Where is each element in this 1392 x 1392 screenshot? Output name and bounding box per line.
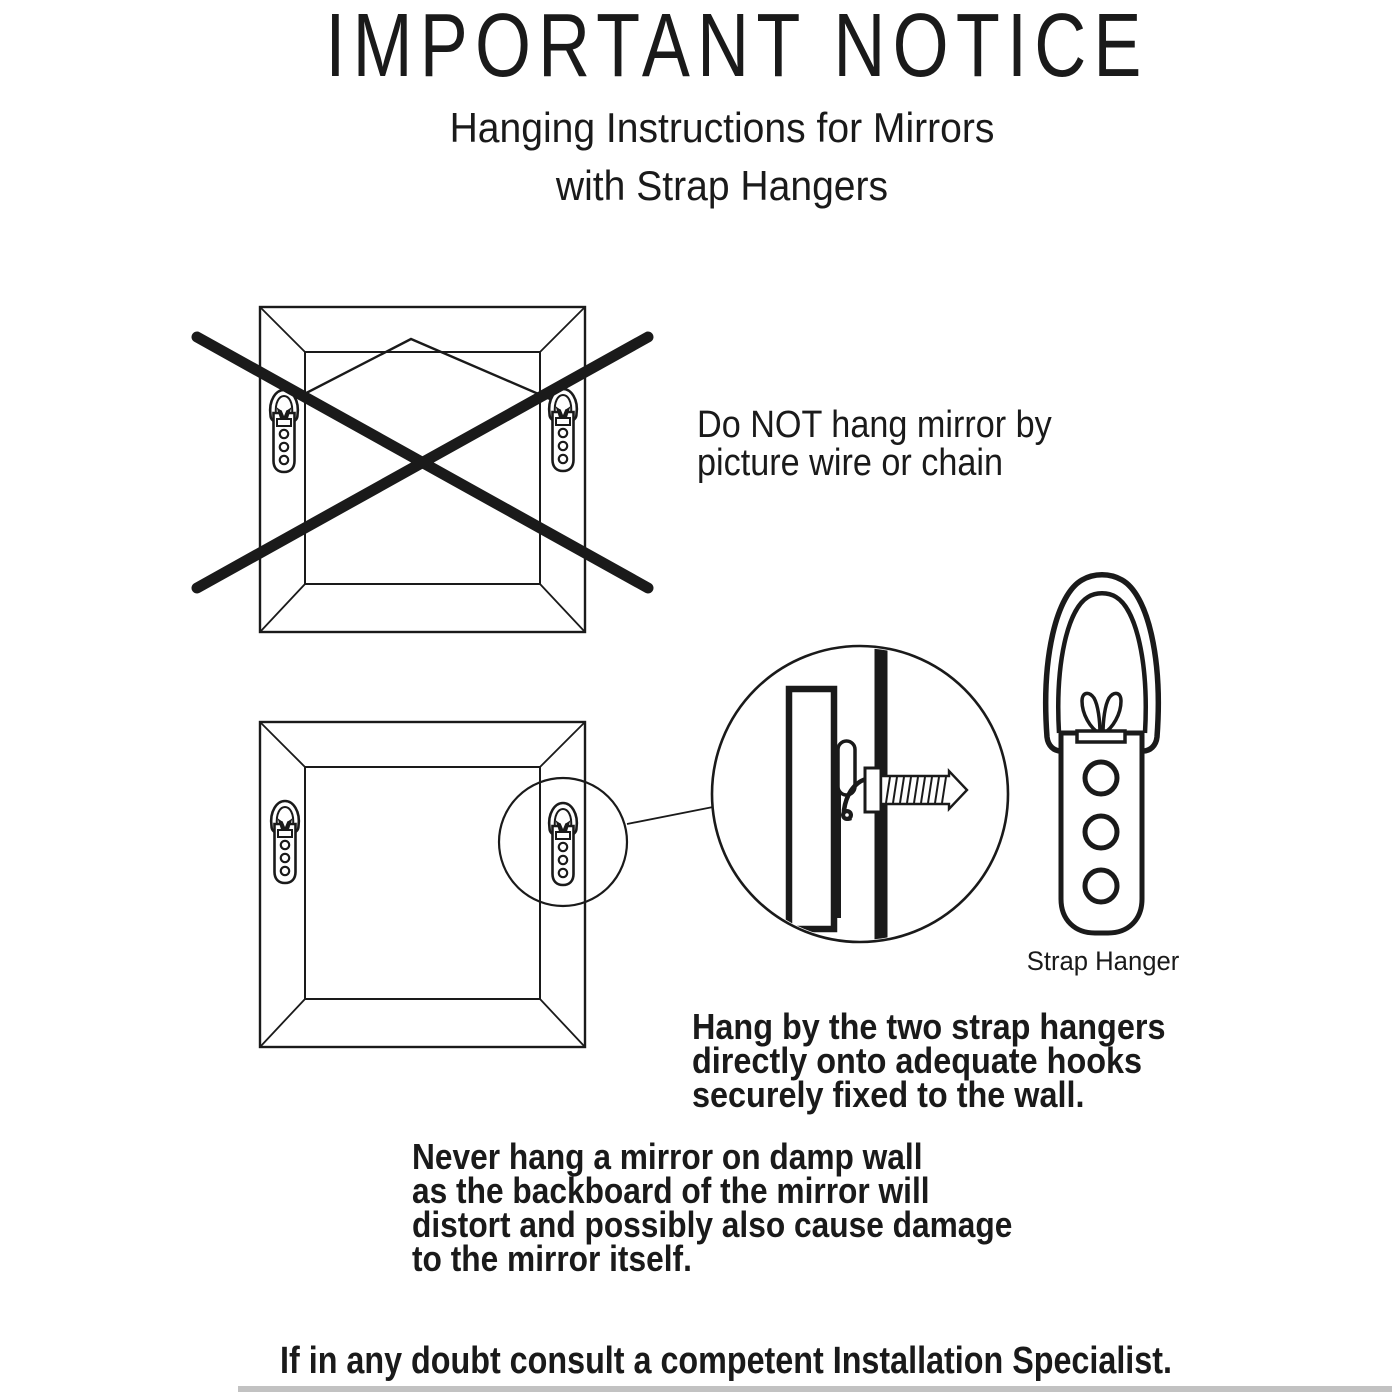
page-title: IMPORTANT NOTICE: [325, 0, 1149, 96]
strap-hanger-icon: [549, 389, 577, 471]
caption-line: Never hang a mirror on damp wall: [412, 1136, 923, 1177]
caption-line: directly onto adequate hooks: [692, 1040, 1143, 1081]
caption-line: Do NOT hang mirror by: [697, 404, 1052, 446]
caption-never-damp-wall: [412, 1136, 1013, 1279]
caption-hang-by-straps: [692, 1006, 1166, 1115]
strap-hung-mirror-diagram: [260, 722, 713, 1047]
caption-do-not-hang: [697, 406, 1052, 482]
page-subtitle: [450, 99, 995, 215]
caption-line: securely fixed to the wall.: [692, 1074, 1085, 1115]
hook-detail-diagram: [712, 646, 1008, 942]
strap-hanger-icon: [271, 801, 299, 883]
strap-hanger-icon: [549, 803, 577, 885]
caption-line: Hang by the two strap hangers: [692, 1006, 1166, 1047]
subtitle-line: Hanging Instructions for Mirrors: [449, 104, 995, 151]
caption-line: picture wire or chain: [697, 442, 1004, 484]
magnifier-leader-line: [627, 807, 713, 824]
caption-line: distort and possibly also cause damage: [412, 1204, 1013, 1245]
caption-line: as the backboard of the mirror will: [412, 1170, 930, 1211]
caption-line: to the mirror itself.: [412, 1238, 692, 1279]
frame-profile: [789, 689, 834, 929]
strap-hanger-label: Strap Hanger: [1026, 946, 1180, 976]
crossed-mirror-diagram: [197, 307, 648, 632]
subtitle-line: with Strap Hangers: [555, 162, 889, 209]
page-bottom-divider: [238, 1386, 1392, 1392]
strap-hanger-icon: [270, 390, 298, 472]
footer-advice: If in any doubt consult a competent Installation Specialist.: [280, 1340, 1172, 1382]
strap-hanger-large-icon: [1046, 575, 1159, 933]
